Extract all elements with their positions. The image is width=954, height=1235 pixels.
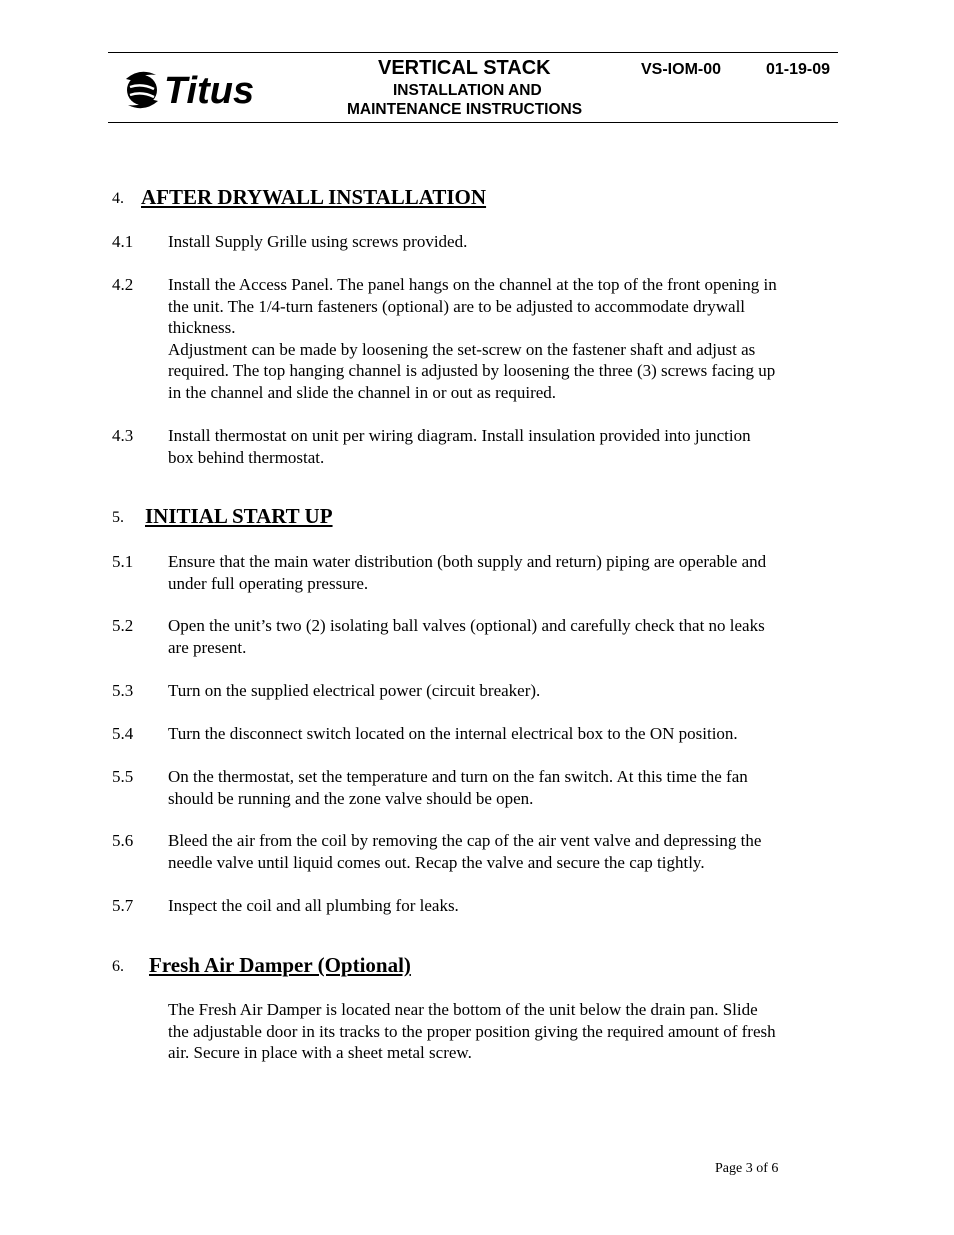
text-line: thickness. [168,318,236,338]
text-line: air. Secure in place with a sheet metal screw. [168,1043,472,1063]
text-line: needle valve until liquid comes out. Recap the valve and secure the cap tightly. [168,852,705,872]
text-line: Install the Access Panel. The panel hangs on the channel at the top of the front opening in [168,275,777,294]
text-line: the adjustable door in its tracks to the proper position giving the required amount of fresh [168,1021,776,1041]
text-line: the unit. The 1/4-turn fasteners (optional) are to be adjusted to accommodate drywall [168,296,746,316]
document-title: VERTICAL STACK [378,57,551,79]
item-5-3-text [168,680,848,702]
item-4-3-text [168,425,848,468]
text-line: Adjustment can be made by loosening the set-screw on the fastener shaft and adjust as [168,339,756,359]
text-line: Turn on the supplied electrical power (circuit breaker). [168,681,541,700]
text-line: are present. [168,637,247,657]
item-5-1-text [168,551,848,594]
document-date: 01-19-09 [766,61,831,78]
item-5-2-text [168,615,848,658]
item-4-2-text [168,274,848,404]
text-line: The Fresh Air Damper is located near the bottom of the unit below the drain pan. Slide [168,1000,758,1019]
section-6-paragraph [168,999,848,1064]
item-5-5-number: 5.5 [112,767,134,786]
text-line: Bleed the air from the coil by removing the cap of the air vent valve and depressing the [168,831,762,850]
item-5-2-number: 5.2 [112,616,134,635]
text-line: Ensure that the main water distribution (both supply and return) piping are operable and [168,552,767,571]
item-5-7-number: 5.7 [112,896,134,915]
item-4-3-number: 4.3 [112,426,134,445]
text-line: required. The top hanging channel is adjusted by loosening the three (3) screws facing up [168,361,776,381]
text-line: Install thermostat on unit per wiring diagram. Install insulation provided into junction [168,426,751,445]
section-4-title: AFTER DRYWALL INSTALLATION [141,185,487,209]
section-4-number: 4. [112,190,124,207]
text-line: Install Supply Grille using screws provided. [168,232,468,251]
text-line: Turn the disconnect switch located on the internal electrical box to the ON position. [168,724,738,743]
item-5-6-text [168,830,848,873]
text-line: in the channel and slide the channel in or out as required. [168,382,557,402]
text-line: under full operating pressure. [168,573,369,593]
item-5-7-text [168,895,848,917]
svg-text:Titus: Titus [164,70,255,112]
item-5-3-number: 5.3 [112,681,134,700]
titus-swirl-icon [122,65,267,113]
item-5-5-text [168,766,848,809]
section-5-title: INITIAL START UP [145,504,333,528]
item-5-4-text [168,723,848,745]
page-header [108,52,838,123]
titus-logo [122,65,267,113]
text-line: On the thermostat, set the temperature and turn on the fan switch. At this time the fan [168,767,748,786]
section-5-number: 5. [112,509,124,526]
section-6-number: 6. [112,958,124,975]
item-5-1-number: 5.1 [112,552,134,571]
text-line: Inspect the coil and all plumbing for leaks. [168,896,459,915]
item-4-1-number: 4.1 [112,232,134,251]
document-id: VS-IOM-00 [641,61,722,78]
document-subtitle-line2: MAINTENANCE INSTRUCTIONS [347,101,583,118]
item-5-4-number: 5.4 [112,724,134,743]
text-line: Open the unit’s two (2) isolating ball valves (optional) and carefully check that no leaks [168,616,765,635]
page-number: Page 3 of 6 [715,1161,779,1176]
text-line: box behind thermostat. [168,447,325,467]
item-4-2-number: 4.2 [112,275,134,294]
item-4-1-text [168,231,848,253]
document-subtitle-line1: INSTALLATION AND [393,82,542,99]
item-5-6-number: 5.6 [112,831,134,850]
section-6-title: Fresh Air Damper (Optional) [149,953,411,977]
text-line: should be running and the zone valve should be open. [168,788,534,808]
